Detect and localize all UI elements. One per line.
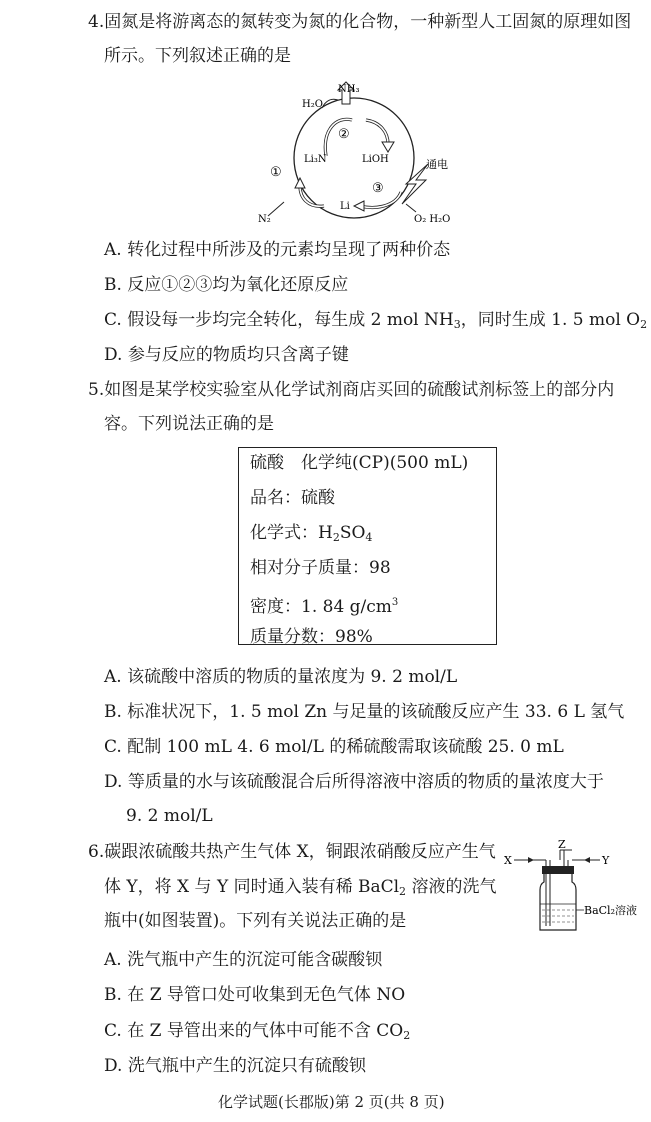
q4-stem-line2: 所示。下列叙述正确的是: [104, 46, 291, 66]
q4-nitrogen-fixation-diagram: [256, 80, 466, 230]
q5-option-c: C. 配制 100 mL 4. 6 mol/L 的稀硫酸需取该硫酸 25. 0 mL: [104, 737, 564, 757]
q4-stem-line1: 4.固氮是将游离态的氮转变为氮的化合物，一种新型人工固氮的原理如图: [88, 12, 632, 32]
gas-washing-bottle-diagram: [500, 838, 646, 934]
diagram-bacl2-solution: BaCl₂溶液: [584, 904, 637, 917]
q5-stem-line2: 容。下列说法正确的是: [104, 414, 274, 434]
bottle-stopper: [542, 866, 574, 874]
diagram-li: Li: [340, 201, 350, 212]
page-footer: 化学试题(长郡版)第 2 页(共 8 页): [218, 1093, 445, 1111]
diagram-circle3: ③: [372, 181, 384, 196]
q6-option-c: C. 在 Z 导管出来的气体中可能不含 $CO_2$: [104, 1021, 411, 1042]
q6-option-b: B. 在 Z 导管口处可收集到无色气体 NO: [104, 985, 406, 1005]
diagram-circle1: ①: [270, 165, 282, 180]
diagram-circle2: ②: [338, 127, 350, 142]
q5-stem-line1: 5.如图是某学校实验室从化学试剂商店买回的硫酸试剂标签上的部分内: [88, 380, 615, 400]
q5-option-a: A. 该硫酸中溶质的物质的量浓度为 9. 2 mol/L: [104, 667, 458, 687]
diagram-nh3: NH₃: [338, 84, 360, 95]
label-line-5: 密度：1. 84 $g/cm^3$: [250, 597, 399, 617]
diagram-y: Y: [602, 854, 610, 867]
q6-stem-line3: 瓶中(如图装置)。下列有关说法正确的是: [104, 911, 407, 931]
diagram-n2: N₂: [258, 214, 271, 225]
diagram-tongdian: 通电: [426, 158, 448, 171]
step1-arrow: [300, 186, 324, 206]
q6-option-d: D. 洗气瓶中产生的沉淀只有硫酸钡: [104, 1056, 366, 1076]
label-line-1: 硫酸 化学纯(CP)(500 mL): [250, 453, 469, 473]
label-line-3: 化学式：$H_2SO_4$: [250, 523, 373, 544]
q4-option-b: B. 反应①②③均为氧化还原反应: [104, 275, 349, 295]
label-line-4: 相对分子质量：98: [250, 558, 391, 578]
diagram-h2o: H₂O: [302, 99, 323, 110]
q4-option-a: A. 转化过程中所涉及的元素均呈现了两种价态: [104, 240, 451, 260]
q6-stem-line1: 6.碳跟浓硫酸共热产生气体 X，铜跟浓硝酸反应产生气: [88, 842, 496, 862]
diagram-o2h2o: O₂ H₂O: [414, 214, 451, 225]
q6-option-a: A. 洗气瓶中产生的沉淀可能含碳酸钡: [104, 950, 383, 970]
label-line-6: 质量分数：98%: [250, 627, 373, 647]
q6-stem-line2: 体 Y，将 X 与 Y 同时通入装有稀 BaCl$_2$ 溶液的洗气: [104, 877, 497, 898]
diagram-z: Z: [558, 838, 566, 851]
diagram-x: X: [504, 854, 512, 867]
diagram-li3n: Li₃N: [304, 154, 327, 165]
diagram-lioh: LiOH: [362, 154, 389, 165]
q5-option-d-line2: 9. 2 mol/L: [126, 806, 213, 826]
wash-bottle: [540, 874, 576, 930]
o2-out-arrow: [406, 204, 416, 212]
q5-option-b: B. 标准状况下，1. 5 mol Zn 与足量的该硫酸反应产生 33. 6 L 氢气: [104, 702, 625, 722]
q4-option-d: D. 参与反应的物质均只含离子键: [104, 345, 349, 365]
q4-option-c: C. 假设每一步均完全转化，每生成 2 mol $NH_3$，同时生成 1. 5 mol $O_2$: [104, 310, 648, 331]
label-line-2: 品名：硫酸: [250, 488, 335, 508]
q5-option-d-line1: D. 等质量的水与该硫酸混合后所得溶液中溶质的物质的量浓度大于: [104, 772, 604, 792]
lightning-icon: [402, 164, 428, 204]
